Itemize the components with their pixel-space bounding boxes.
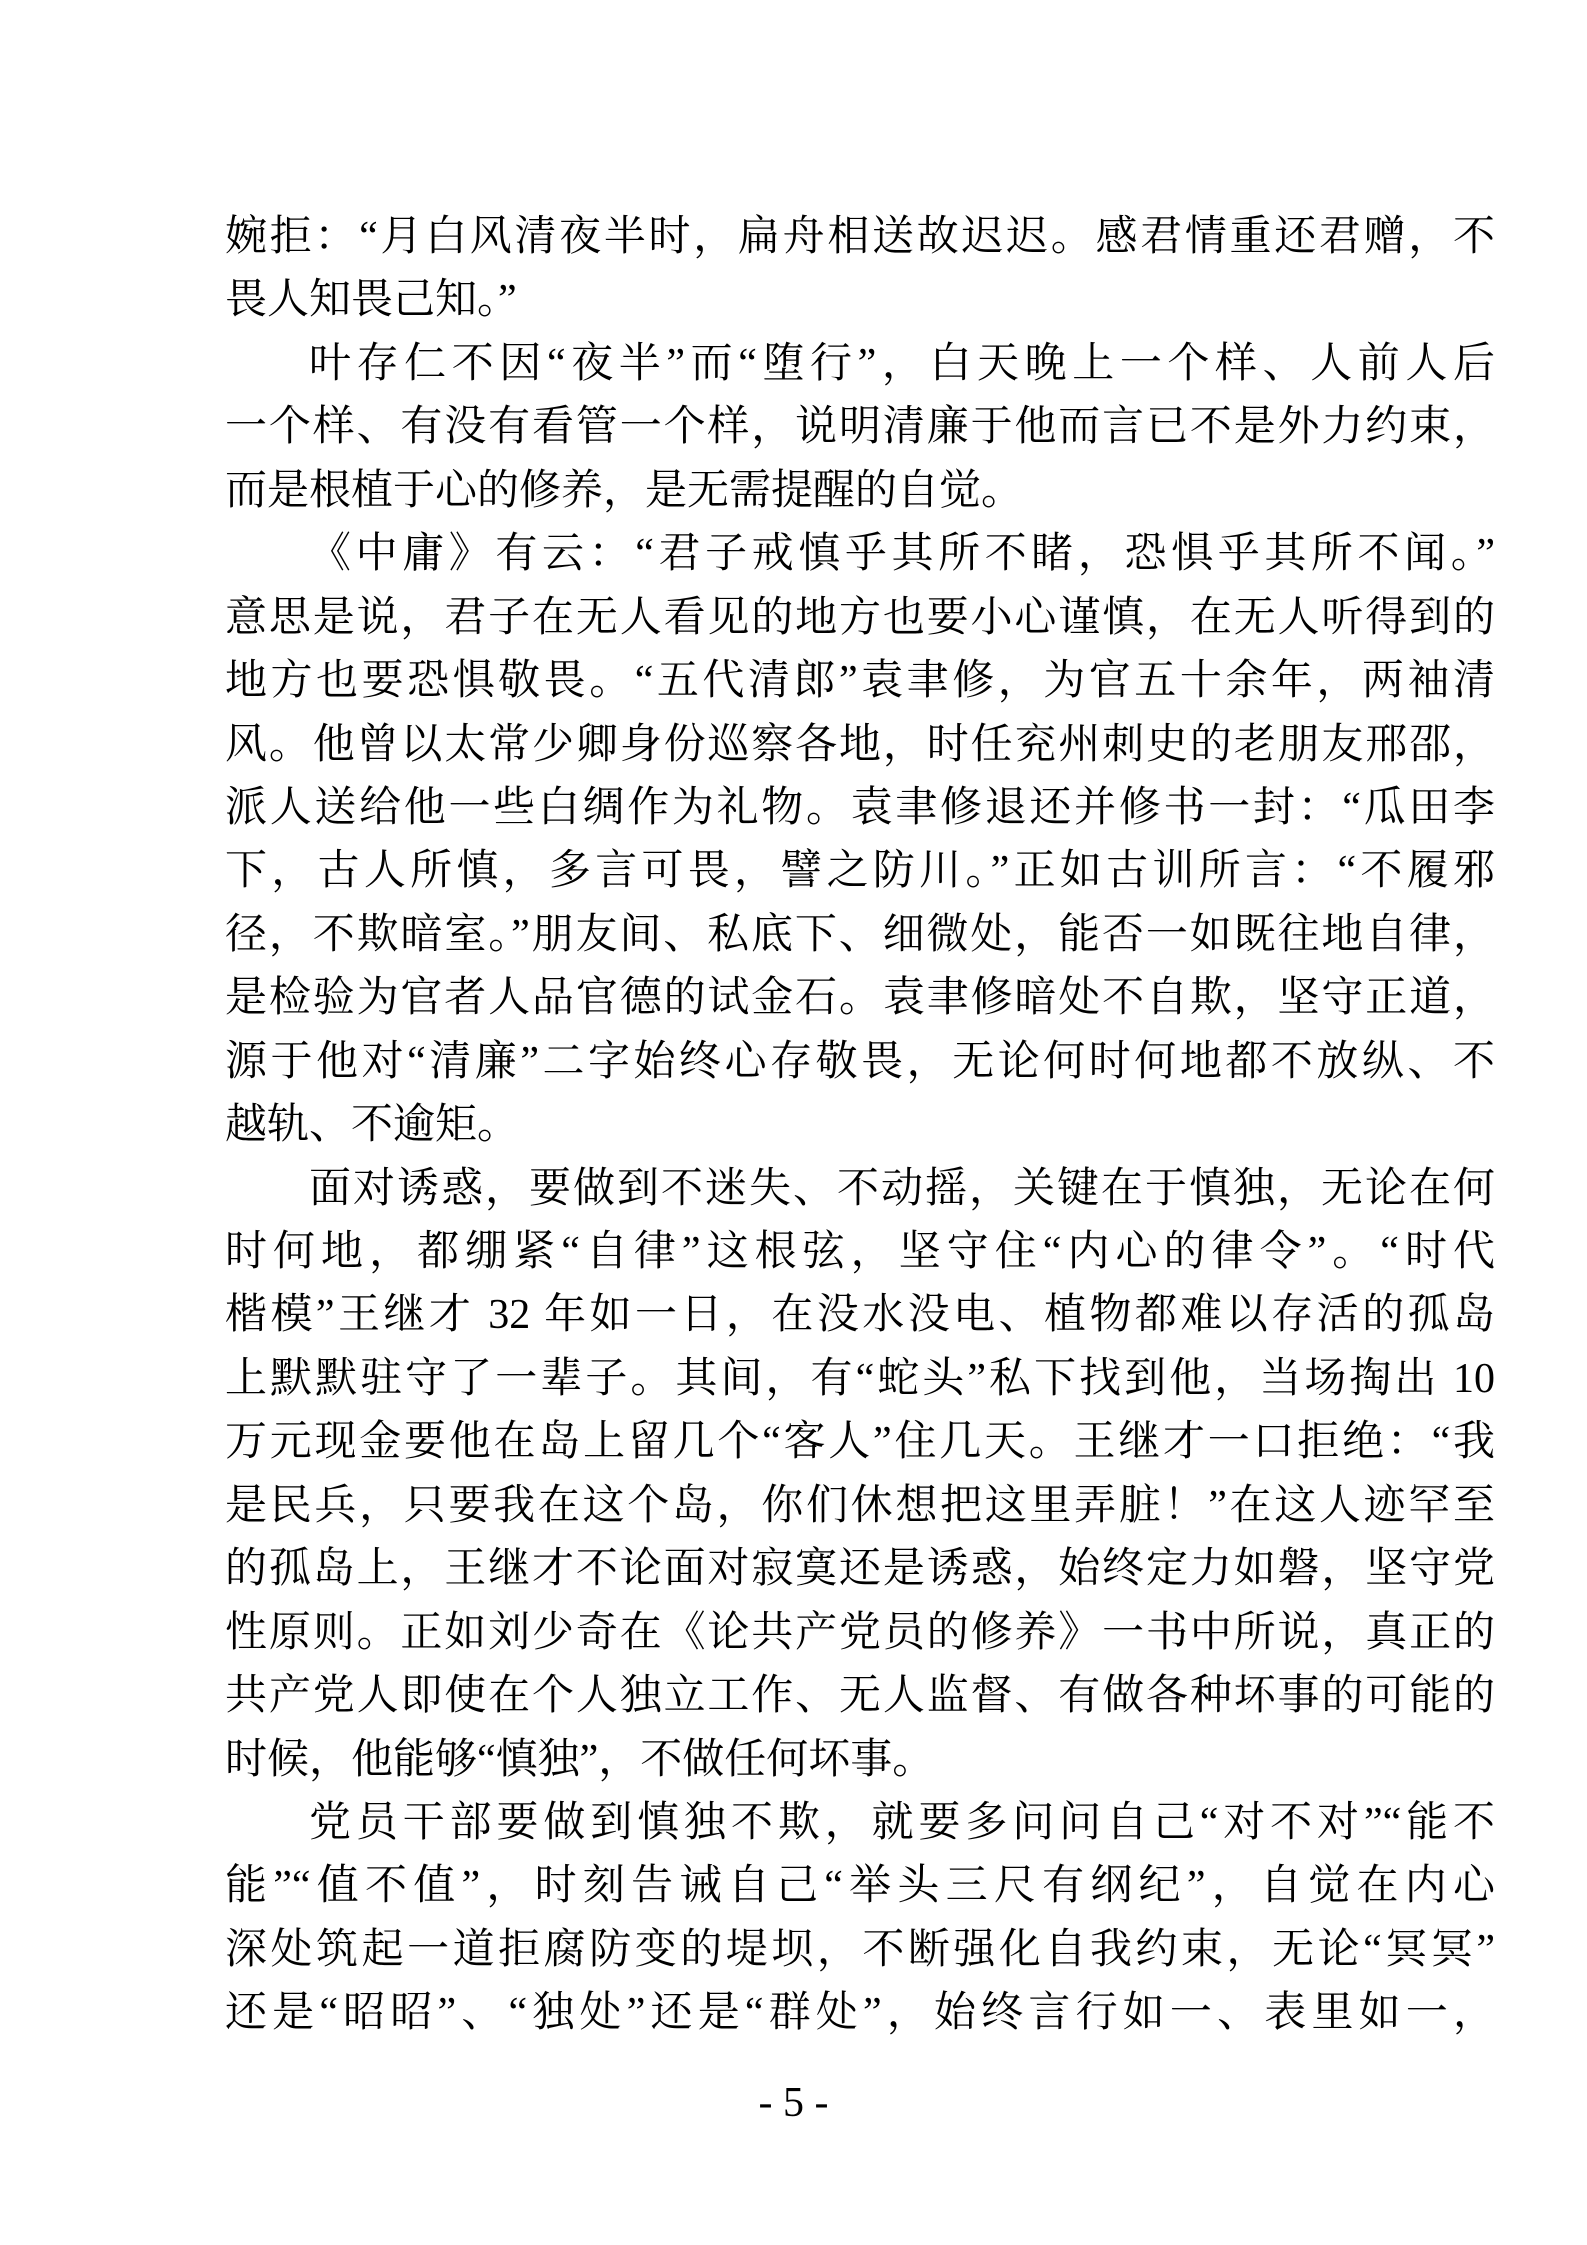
text-line: 下，古人所慎，多言可畏，譬之防川。”正如古训所言：“不履邪 [225, 848, 1495, 895]
text-line: 深处筑起一道拒腐防变的堤坝，不断强化自我约束，无论“冥冥” [225, 1926, 1495, 1973]
text-line: 上默默驻守了一辈子。其间，有“蛇头”私下找到他，当场掏出 10 [225, 1355, 1495, 1402]
text-line: 而是根植于心的修养，是无需提醒的自觉。 [225, 467, 1024, 514]
text-body [225, 206, 1495, 2046]
text-line: 楷模”王继才 32 年如一日，在没水没电、植物都难以存活的孤岛 [225, 1292, 1495, 1339]
text-line: 时候，他能够“慎独”，不做任何坏事。 [225, 1736, 935, 1783]
page-footer [0, 2072, 1587, 2135]
text-line: 还是“昭昭”、“独处”还是“群处”，始终言行如一、表里如一， [225, 1990, 1495, 2037]
text-line: 径，不欺暗室。”朋友间、私底下、细微处，能否一如既往地自律， [225, 911, 1495, 958]
text-line: 能”“值不值”，时刻告诫自己“举头三尺有纲纪”，自觉在内心 [225, 1863, 1495, 1910]
text-line: 面对诱惑，要做到不迷失、不动摇，关键在于慎独，无论在何 [309, 1165, 1495, 1212]
page-number: - 5 - [758, 2080, 829, 2126]
text-line: 意思是说，君子在无人看见的地方也要小心谨慎，在无人听得到的 [225, 594, 1495, 641]
text-line: 畏人知畏己知。” [225, 277, 517, 324]
text-line: 《中庸》有云：“君子戒慎乎其所不睹，恐惧乎其所不闻。” [309, 531, 1495, 578]
text-line: 风。他曾以太常少卿身份巡察各地，时任兖州刺史的老朋友邢邵， [225, 721, 1495, 768]
text-line: 地方也要恐惧敬畏。“五代清郎”袁聿修，为官五十余年，两袖清 [225, 658, 1495, 705]
text-line: 婉拒：“月白风清夜半时，扁舟相送故迟迟。感君情重还君赠，不 [225, 214, 1495, 260]
text-line: 性原则。正如刘少奇在《论共产党员的修养》一书中所说，真正的 [225, 1609, 1495, 1656]
text-line: 的孤岛上，王继才不论面对寂寞还是诱惑，始终定力如磐，坚守党 [225, 1546, 1495, 1593]
text-line: 源于他对“清廉”二字始终心存敬畏，无论何时何地都不放纵、不 [225, 1038, 1495, 1085]
text-line: 一个样、有没有看管一个样，说明清廉于他而言已不是外力约束， [225, 404, 1495, 451]
text-line: 叶存仁不因“夜半”而“堕行”，白天晚上一个样、人前人后 [309, 340, 1495, 387]
text-line: 派人送给他一些白绸作为礼物。袁聿修退还并修书一封：“瓜田李 [225, 784, 1495, 831]
text-line: 万元现金要他在岛上留几个“客人”住几天。王继才一口拒绝：“我 [225, 1419, 1495, 1466]
text-line: 时何地，都绷紧“自律”这根弦，坚守住“内心的律令”。“时代 [225, 1229, 1495, 1275]
text-line: 共产党人即使在个人独立工作、无人监督、有做各种坏事的可能的 [225, 1673, 1495, 1720]
text-line: 党员干部要做到慎独不欺，就要多问问自己“对不对”“能不 [309, 1799, 1495, 1846]
text-line: 是检验为官者人品官德的试金石。袁聿修暗处不自欺，坚守正道， [225, 975, 1495, 1022]
text-line: 越轨、不逾矩。 [225, 1102, 520, 1149]
text-line: 是民兵，只要我在这个岛，你们休想把这里弄脏！”在这人迹罕至 [225, 1482, 1495, 1529]
